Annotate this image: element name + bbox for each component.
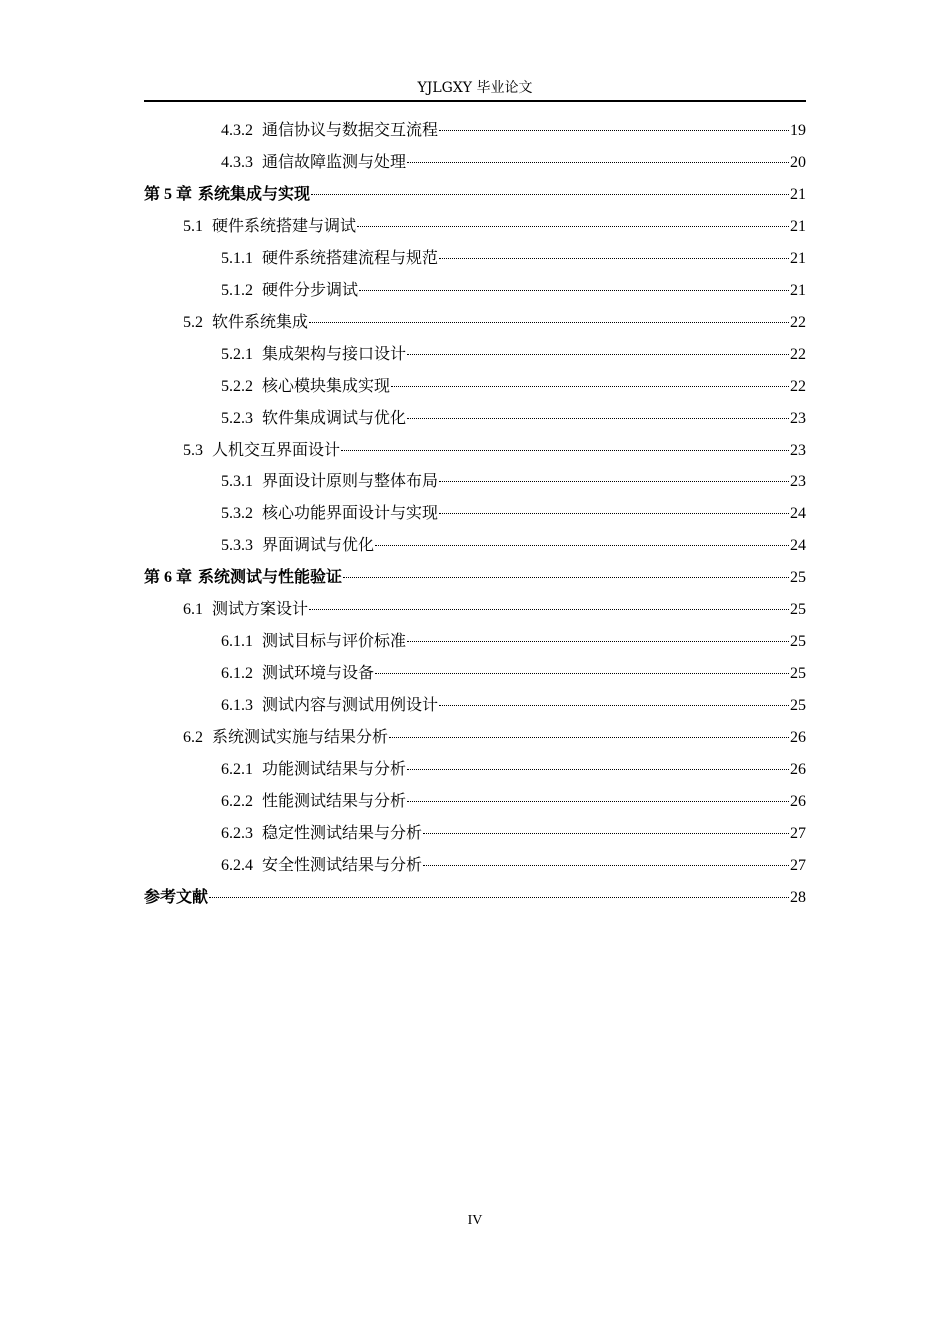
toc-entry-page: 20: [790, 153, 806, 171]
toc-entry[interactable]: [221, 244, 806, 272]
toc-entry-title: 系统测试与性能验证: [198, 567, 343, 587]
toc-entry[interactable]: [221, 787, 806, 815]
header-divider: [144, 100, 806, 102]
toc-entry-title: 参考文献: [144, 886, 209, 906]
toc-entry-number: 5.3.3: [221, 537, 253, 555]
toc-entry-title: 稳定性测试结果与分析: [262, 822, 423, 842]
toc-entry-page: 21: [790, 249, 806, 267]
toc-entry-page: 22: [790, 345, 806, 363]
toc-entry-number: 5.1.2: [221, 281, 253, 299]
toc-entry[interactable]: [221, 276, 806, 304]
toc-entry-number: 5.2.3: [221, 409, 253, 427]
toc-entry-title: 人机交互界面设计: [212, 439, 341, 459]
toc-entry[interactable]: [183, 436, 806, 464]
toc-entry-title: 界面调试与优化: [262, 535, 375, 555]
toc-dot-leader: [439, 705, 789, 706]
toc-entry[interactable]: [221, 372, 806, 400]
toc-entry-number: 第 6 章: [144, 569, 193, 587]
toc-entry-page: 22: [790, 313, 806, 331]
toc-entry-page: 25: [790, 601, 806, 619]
toc-entry-page: 25: [790, 697, 806, 715]
toc-entry-page: 21: [790, 281, 806, 299]
toc-entry-page: 22: [790, 377, 806, 395]
toc-dot-leader: [407, 354, 789, 355]
toc-dot-leader: [343, 577, 789, 578]
toc-dot-leader: [341, 450, 789, 451]
toc-entry-page: 23: [790, 441, 806, 459]
toc-entry-page: 28: [790, 888, 806, 906]
toc-entry-page: 21: [790, 217, 806, 235]
toc-dot-leader: [357, 226, 789, 227]
toc-entry[interactable]: [183, 212, 806, 240]
toc-entry-title: 测试方案设计: [212, 599, 309, 619]
toc-entry[interactable]: [221, 531, 806, 559]
toc-entry[interactable]: [144, 883, 806, 911]
toc-entry-title: 软件集成调试与优化: [262, 407, 407, 427]
toc-entry-number: 6.1.1: [221, 633, 253, 651]
toc-dot-leader: [375, 545, 789, 546]
toc-entry[interactable]: [221, 659, 806, 687]
toc-entry-page: 26: [790, 729, 806, 747]
toc-dot-leader: [311, 194, 789, 195]
toc-entry[interactable]: [183, 308, 806, 336]
toc-entry-page: 24: [790, 537, 806, 555]
toc-entry-title: 硬件系统搭建流程与规范: [262, 247, 439, 267]
toc-entry-title: 集成架构与接口设计: [262, 343, 407, 363]
toc-dot-leader: [309, 609, 789, 610]
toc-entry[interactable]: [221, 116, 806, 144]
page-number: IV: [467, 1213, 483, 1228]
toc-entry[interactable]: [221, 627, 806, 655]
toc-dot-leader: [407, 418, 789, 419]
toc-dot-leader: [407, 162, 789, 163]
toc-entry-number: 5.3.2: [221, 505, 253, 523]
toc-entry-title: 硬件系统搭建与调试: [212, 215, 357, 235]
toc-entry-number: 6.1.2: [221, 665, 253, 683]
toc-entry[interactable]: [144, 563, 806, 591]
toc-dot-leader: [309, 322, 789, 323]
toc-entry-page: 27: [790, 824, 806, 842]
toc-entry-title: 核心功能界面设计与实现: [262, 503, 439, 523]
toc-entry-page: 24: [790, 505, 806, 523]
toc-entry-number: 4.3.2: [221, 122, 253, 139]
toc-entry-page: 26: [790, 792, 806, 810]
toc-dot-leader: [407, 641, 789, 642]
toc-entry-number: 6.2.1: [221, 761, 253, 778]
toc-entry-title: 软件系统集成: [212, 311, 309, 331]
toc-entry-number: 6.2: [183, 729, 203, 747]
toc-entry-title: 性能测试结果与分析: [262, 790, 407, 810]
toc-entry[interactable]: [221, 851, 806, 879]
toc-entry[interactable]: [221, 691, 806, 719]
toc-entry[interactable]: [221, 819, 806, 847]
toc-dot-leader: [423, 865, 789, 866]
toc-entry-page: 21: [790, 185, 806, 203]
toc-entry[interactable]: [221, 467, 806, 495]
toc-entry-title: 核心模块集成实现: [262, 375, 391, 395]
toc-entry-title: 界面设计原则与整体布局: [262, 471, 439, 491]
toc-entry-title: 测试内容与测试用例设计: [262, 695, 439, 715]
toc-entry-number: 5.2: [183, 313, 203, 331]
toc-entry-title: 系统测试实施与结果分析: [212, 727, 389, 747]
toc-entry-title: 系统集成与实现: [198, 183, 311, 203]
toc-entry-title: 硬件分步调试: [262, 279, 359, 299]
toc-entry-title: 通信协议与数据交互流程: [262, 120, 439, 139]
toc-entry[interactable]: [221, 340, 806, 368]
toc-entry-number: 6.2.4: [221, 856, 253, 874]
toc-entry-number: 第 5 章: [144, 185, 193, 203]
toc-dot-leader: [407, 801, 789, 802]
toc-dot-leader: [359, 290, 789, 291]
toc-entry[interactable]: [144, 180, 806, 208]
toc-dot-leader: [439, 513, 789, 514]
toc-entry-number: 5.2.2: [221, 377, 253, 395]
toc-entry[interactable]: [221, 755, 806, 783]
toc-entry-page: 25: [790, 633, 806, 651]
toc-entry-title: 测试目标与评价标准: [262, 631, 407, 651]
toc-entry-number: 6.2.3: [221, 824, 253, 842]
toc-dot-leader: [423, 833, 789, 834]
toc-entry-page: 26: [790, 761, 806, 778]
toc-entry[interactable]: [221, 499, 806, 527]
toc-dot-leader: [439, 258, 789, 259]
toc-dot-leader: [439, 481, 789, 482]
toc-entry-number: 5.1: [183, 217, 203, 235]
toc-dot-leader: [389, 737, 789, 738]
toc-entry[interactable]: [183, 723, 806, 751]
toc-entry-number: 5.2.1: [221, 345, 253, 363]
toc-entry-number: 6.1.3: [221, 697, 253, 715]
toc-entry-title: 安全性测试结果与分析: [262, 854, 423, 874]
toc-entry-title: 功能测试结果与分析: [262, 759, 407, 778]
toc-entry-number: 5.3.1: [221, 473, 253, 491]
toc-entry-number: 5.3: [183, 441, 203, 459]
toc-entry[interactable]: [183, 595, 806, 623]
toc-entry-number: 4.3.3: [221, 153, 253, 171]
toc-dot-leader: [439, 130, 789, 131]
toc-entry[interactable]: [221, 404, 806, 432]
toc-entry-page: 23: [790, 409, 806, 427]
toc-entry-number: 6.1: [183, 601, 203, 619]
toc-entry-number: 5.1.1: [221, 249, 253, 267]
toc-entry-page: 19: [790, 122, 806, 139]
toc-entry-title: 测试环境与设备: [262, 663, 375, 683]
toc-dot-leader: [375, 673, 789, 674]
toc-dot-leader: [391, 386, 789, 387]
toc-entry-page: 25: [790, 665, 806, 683]
toc-entry[interactable]: [221, 148, 806, 176]
toc-dot-leader: [407, 769, 789, 770]
toc-entry-number: 6.2.2: [221, 792, 253, 810]
toc-entry-page: 27: [790, 856, 806, 874]
toc-dot-leader: [209, 897, 789, 898]
toc-entry-title: 通信故障监测与处理: [262, 151, 407, 171]
header-title: YJLGXY 毕业论文: [417, 80, 533, 96]
toc-entry-page: 23: [790, 473, 806, 491]
toc-entry-page: 25: [790, 569, 806, 587]
